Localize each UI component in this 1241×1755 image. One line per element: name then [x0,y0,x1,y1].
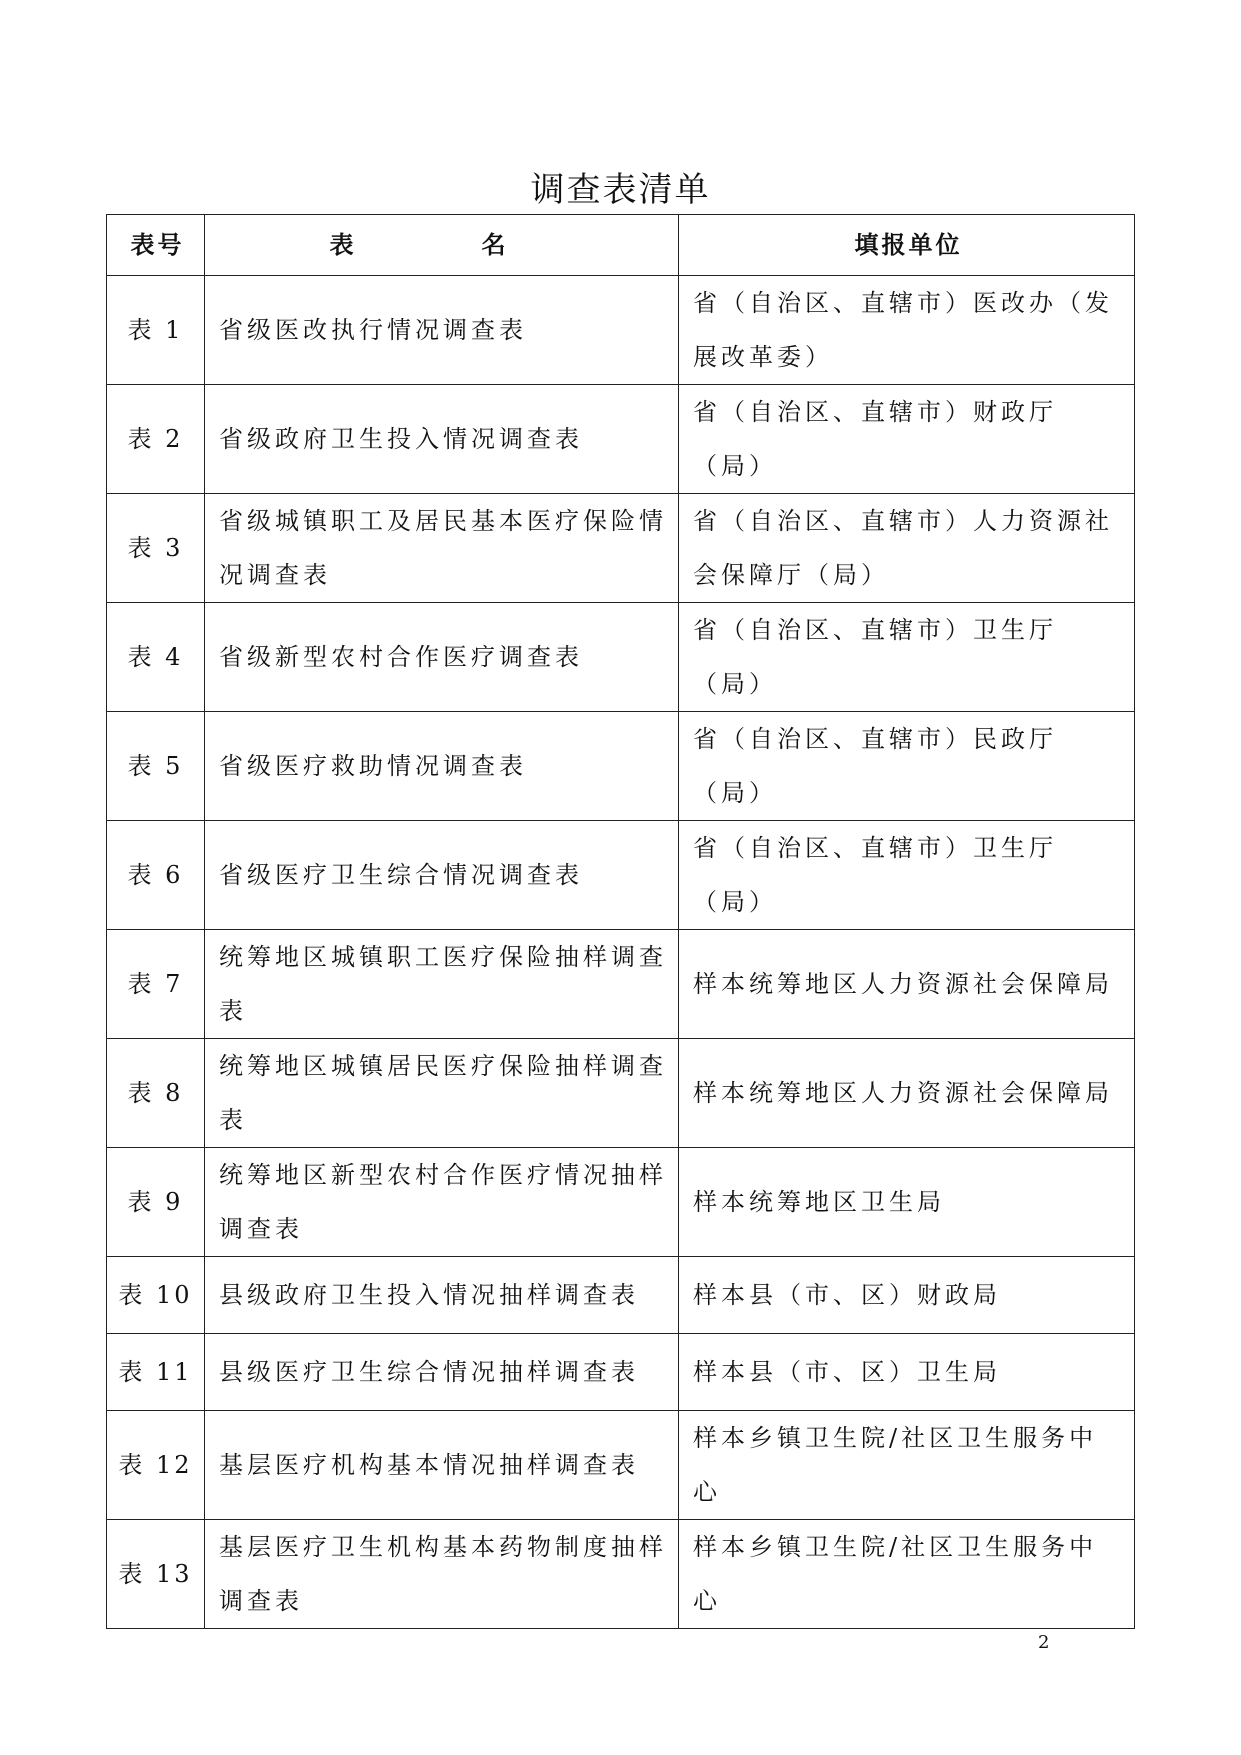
table-number-cell: 表 2 [107,385,205,494]
table-row [107,1520,1135,1629]
table-number-cell: 表 9 [107,1148,205,1257]
table-number-cell: 表 10 [107,1257,205,1334]
reporting-unit-cell: 样本统筹地区人力资源社会保障局 [679,1039,1135,1148]
table-row [107,930,1135,1039]
table-number-cell: 表 1 [107,276,205,385]
reporting-unit-cell: 省（自治区、直辖市）医改办（发展改革委） [679,276,1135,385]
table-row [107,276,1135,385]
table-number-cell: 表 12 [107,1411,205,1520]
survey-list-table [106,214,1135,1629]
reporting-unit-cell: 样本县（市、区）卫生局 [679,1334,1135,1411]
table-row [107,1257,1135,1334]
table-row [107,494,1135,603]
page-number: 2 [1038,1632,1050,1653]
reporting-unit-cell: 省（自治区、直辖市）卫生厅（局） [679,603,1135,712]
table-number-cell: 表 13 [107,1520,205,1629]
table-name-cell: 县级医疗卫生综合情况抽样调查表 [205,1334,679,1411]
table-name-cell: 省级医改执行情况调查表 [205,276,679,385]
table-row [107,603,1135,712]
page-title: 调查表清单 [530,170,711,210]
table-name-cell: 省级新型农村合作医疗调查表 [205,603,679,712]
table-name-cell: 省级医疗救助情况调查表 [205,712,679,821]
table-row [107,385,1135,494]
table-name-cell: 统筹地区新型农村合作医疗情况抽样调查表 [205,1148,679,1257]
table-name-cell: 县级政府卫生投入情况抽样调查表 [205,1257,679,1334]
table-name-cell: 统筹地区城镇居民医疗保险抽样调查表 [205,1039,679,1148]
table-number-cell: 表 5 [107,712,205,821]
table-name-cell: 基层医疗卫生机构基本药物制度抽样调查表 [205,1520,679,1629]
table-number-cell: 表 11 [107,1334,205,1411]
reporting-unit-cell: 样本乡镇卫生院/社区卫生服务中心 [679,1411,1135,1520]
reporting-unit-cell: 样本县（市、区）财政局 [679,1257,1135,1334]
table-row [107,1039,1135,1148]
table-row [107,1148,1135,1257]
reporting-unit-cell: 省（自治区、直辖市）人力资源社会保障厅（局） [679,494,1135,603]
reporting-unit-cell: 省（自治区、直辖市）卫生厅（局） [679,821,1135,930]
table-number-cell: 表 4 [107,603,205,712]
table-name-cell: 统筹地区城镇职工医疗保险抽样调查表 [205,930,679,1039]
header-reporting-unit: 填报单位 [679,215,1135,276]
table-name-cell: 基层医疗机构基本情况抽样调查表 [205,1411,679,1520]
reporting-unit-cell: 省（自治区、直辖市）民政厅（局） [679,712,1135,821]
table-header-row [107,215,1135,276]
table-number-cell: 表 8 [107,1039,205,1148]
table-name-cell: 省级城镇职工及居民基本医疗保险情况调查表 [205,494,679,603]
table-row [107,1334,1135,1411]
table-name-cell: 省级政府卫生投入情况调查表 [205,385,679,494]
table-number-cell: 表 3 [107,494,205,603]
table-row [107,821,1135,930]
header-table-number: 表号 [107,215,205,276]
reporting-unit-cell: 样本统筹地区人力资源社会保障局 [679,930,1135,1039]
reporting-unit-cell: 样本乡镇卫生院/社区卫生服务中心 [679,1520,1135,1629]
table-number-cell: 表 7 [107,930,205,1039]
table-number-cell: 表 6 [107,821,205,930]
reporting-unit-cell: 样本统筹地区卫生局 [679,1148,1135,1257]
table-name-cell: 省级医疗卫生综合情况调查表 [205,821,679,930]
reporting-unit-cell: 省（自治区、直辖市）财政厅（局） [679,385,1135,494]
header-table-name: 表 名 [205,215,679,276]
table-row [107,712,1135,821]
table-row [107,1411,1135,1520]
